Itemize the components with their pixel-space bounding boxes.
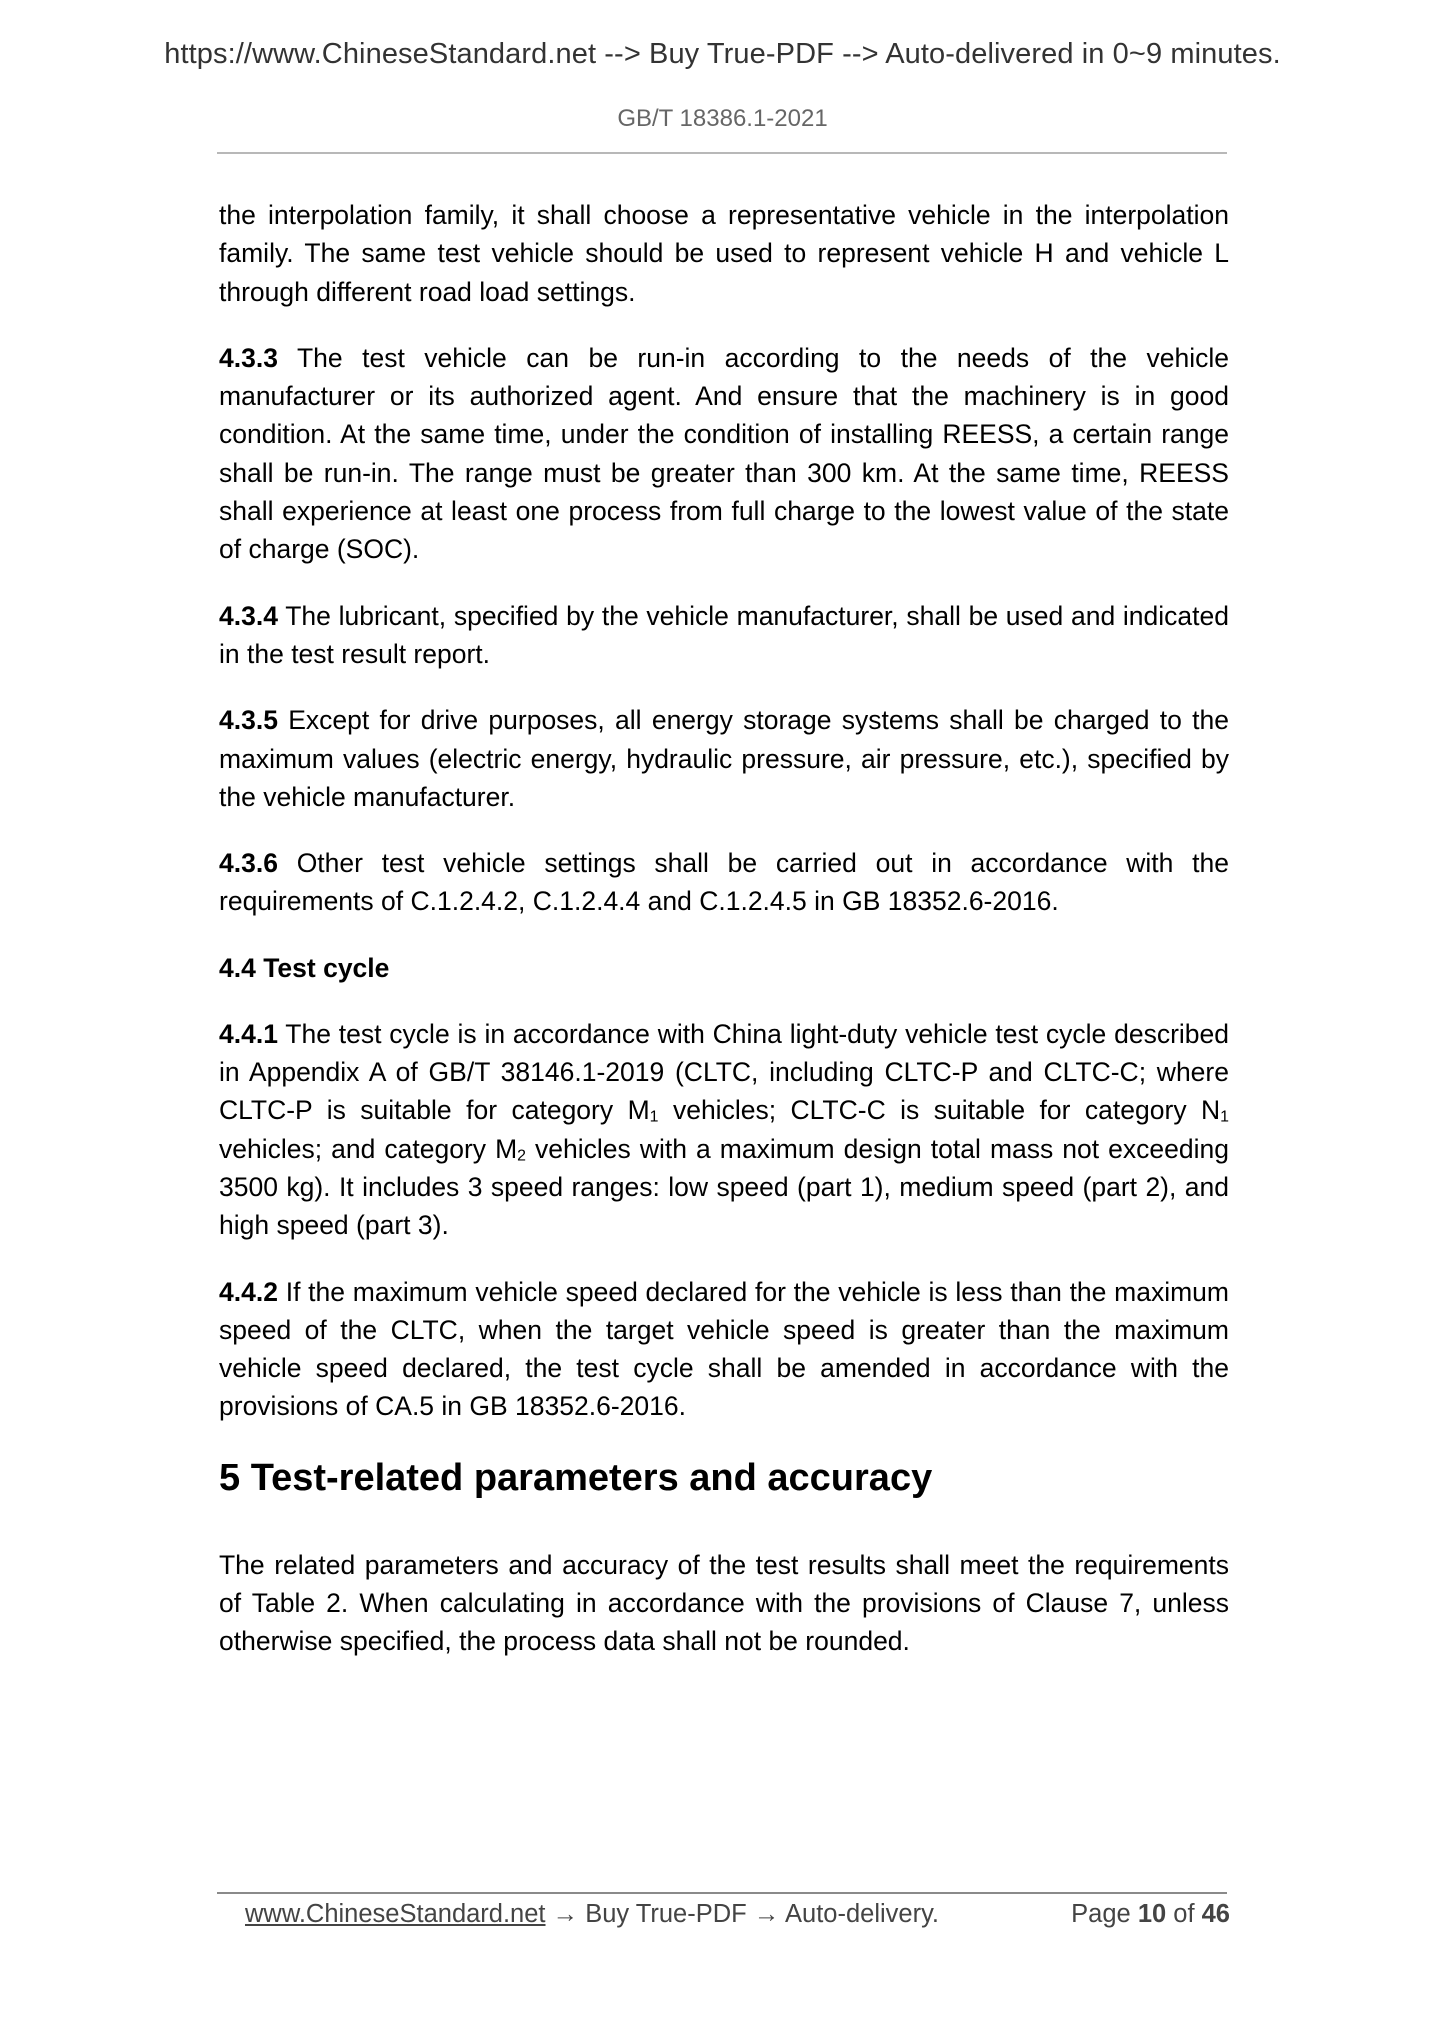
clause-text: vehicles; CLTC-C is suitable for category N bbox=[658, 1095, 1221, 1126]
subscript: 1 bbox=[1220, 1108, 1230, 1126]
clause-number: 4.3.3 bbox=[219, 342, 278, 373]
of-label: of bbox=[1166, 1900, 1202, 1928]
arrow-icon: → bbox=[753, 1900, 780, 1928]
page-content bbox=[219, 196, 1229, 1689]
footer-site-link[interactable]: www.ChineseStandard.net bbox=[245, 1900, 546, 1928]
section-4-4-heading: 4.4 Test cycle bbox=[219, 952, 390, 983]
subscript: 2 bbox=[517, 1147, 527, 1165]
paragraph-intro: the interpolation family, it shall choose a representative vehicle in the interpolation family. The same test vehicle should be used to represent vehicle H and vehicle L through different road load settings. bbox=[219, 200, 1229, 307]
footer-divider bbox=[217, 1892, 1227, 1894]
clause-text: The lubricant, specified by the vehicle manufacturer, shall be used and indicated in the test result report. bbox=[219, 600, 1229, 669]
total-pages: 46 bbox=[1201, 1900, 1230, 1928]
clause-text: Other test vehicle settings shall be carried out in accordance with the requirements of C.1.2.4.2, C.1.2.4.4 and C.1.2.4.5 in GB 18352.6-2016. bbox=[219, 848, 1229, 917]
page-footer bbox=[245, 1900, 1230, 1929]
arrow-icon: → bbox=[552, 1900, 579, 1928]
clause-4-3-6 bbox=[219, 844, 1229, 921]
clause-number: 4.3.6 bbox=[219, 848, 278, 879]
clause-4-4-1 bbox=[219, 1015, 1229, 1245]
clause-4-4-2 bbox=[219, 1273, 1229, 1426]
clause-number: 4.3.5 bbox=[219, 705, 278, 736]
footer-left bbox=[245, 1900, 939, 1929]
clause-4-3-5 bbox=[219, 701, 1229, 816]
subscript: 1 bbox=[649, 1108, 659, 1126]
clause-text: vehicles; and category M bbox=[219, 1133, 518, 1164]
section-5-paragraph: The related parameters and accuracy of the test results shall meet the requirements of Table 2. When calculating in accordance with the provisions of Clause 7, unless otherwise specified, the process data shall not be rounded. bbox=[219, 1549, 1229, 1657]
clause-number: 4.3.4 bbox=[219, 600, 278, 631]
clause-text: If the maximum vehicle speed declared for the vehicle is less than the maximum speed of the CLTC, when the target vehicle speed is greater than the maximum vehicle speed declared, the test cycle shall be amended in accordance with the provisions of CA.5 in GB 18352.6-2016. bbox=[219, 1276, 1229, 1422]
footer-buy-text: Buy True-PDF bbox=[578, 1900, 754, 1928]
page-number bbox=[1071, 1900, 1230, 1929]
clause-number: 4.4.2 bbox=[219, 1276, 278, 1307]
header-divider bbox=[217, 152, 1227, 154]
footer-delivery-text: Auto-delivery. bbox=[779, 1900, 940, 1928]
clause-text: Except for drive purposes, all energy storage systems shall be charged to the maximum values (electric energy, hydraulic pressure, air pressure, etc.), specified by the vehicle manufacturer. bbox=[219, 705, 1229, 812]
clause-4-3-3 bbox=[219, 339, 1229, 569]
top-banner: https://www.ChineseStandard.net --> Buy True-PDF --> Auto-delivered in 0~9 minutes. bbox=[164, 38, 1281, 70]
clause-4-3-4 bbox=[219, 597, 1229, 674]
clause-text: vehicles with a maximum design total mass not exceeding 3500 kg). It includes 3 speed ranges: low speed (part 1), medium speed (part 2), and high speed (part 3). bbox=[219, 1133, 1229, 1241]
clause-text: The test cycle is in accordance with China light-duty vehicle test cycle described in Appendix A of GB/T 38146.1-2019 (CLTC, including CLTC-P and CLTC-C; where CLTC-P is suitable for category M bbox=[219, 1018, 1229, 1126]
section-5-heading: 5 Test-related parameters and accuracy bbox=[219, 1456, 933, 1499]
clause-number: 4.4.1 bbox=[219, 1018, 278, 1049]
page-label: Page bbox=[1071, 1900, 1138, 1928]
standard-code: GB/T 18386.1-2021 bbox=[617, 105, 828, 132]
current-page: 10 bbox=[1137, 1900, 1167, 1928]
clause-text: The test vehicle can be run-in according to the needs of the vehicle manufacturer or its authorized agent. And ensure that the machinery is in good condition. At the same time, under the condition of installing REESS, a certain range shall be run-in. The range must be greater than 300 km. At the same time, REESS shall experience at least one process from full charge to the lowest value of the state of charge (SOC). bbox=[219, 342, 1229, 565]
